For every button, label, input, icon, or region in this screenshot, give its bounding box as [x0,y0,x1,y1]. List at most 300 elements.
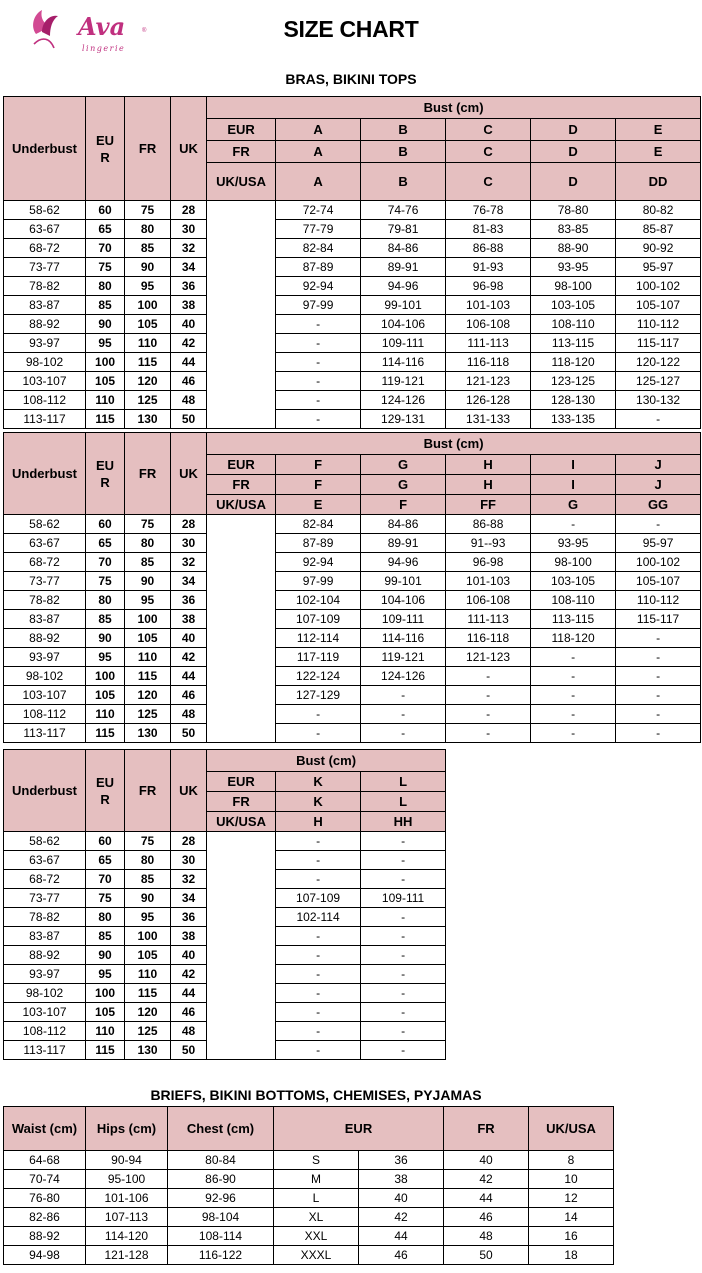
bust-range-cell: - [276,984,361,1003]
fr-band-cell: 80 [125,534,171,553]
bust-range-cell: - [361,984,446,1003]
bra-size-table-1 [3,96,701,429]
fr-band-cell: 100 [125,610,171,629]
hips-cell: 101-106 [86,1189,168,1208]
waist-cell: 64-68 [4,1151,86,1170]
eur-number-cell: 42 [359,1208,444,1227]
fr-band-cell: 115 [125,667,171,686]
table-row [4,591,701,610]
fr-band-cell: 90 [125,572,171,591]
eur-band-cell: 60 [86,832,125,851]
fr-band-cell: 125 [125,1022,171,1041]
uk-band-cell: 42 [171,334,207,353]
fr-band-cell: 105 [125,946,171,965]
underbust-cell: 63-67 [4,220,86,239]
table-row [4,572,701,591]
spacer-column [207,832,276,1060]
bust-range-cell: 103-105 [531,572,616,591]
bust-range-cell: 87-89 [276,534,361,553]
hips-cell: 95-100 [86,1170,168,1189]
uk-band-cell: 28 [171,515,207,534]
bust-range-cell: 121-123 [446,372,531,391]
uk-band-cell: 44 [171,667,207,686]
cup-size-header: GG [616,495,701,515]
bust-range-cell: 109-111 [361,889,446,908]
bust-range-cell: 127-129 [276,686,361,705]
fr-band-cell: 130 [125,410,171,429]
bust-header: Bust (cm) [207,750,446,772]
fr-band-cell: 130 [125,724,171,743]
underbust-cell: 108-112 [4,705,86,724]
chest-cell: 92-96 [168,1189,274,1208]
bust-range-cell: 99-101 [361,296,446,315]
bust-range-cell: 103-105 [531,296,616,315]
logo-subtext: lingerie [82,44,126,53]
cup-system-label: EUR [207,772,276,792]
eur-band-cell: 85 [86,610,125,629]
bust-range-cell: 94-96 [361,277,446,296]
uk-band-cell: 30 [171,534,207,553]
underbust-cell: 83-87 [4,927,86,946]
table-row [4,686,701,705]
bust-range-cell: 102-114 [276,908,361,927]
bust-range-cell: - [361,870,446,889]
cup-system-label: FR [207,475,276,495]
fr-band-cell: 95 [125,908,171,927]
cup-size-header: K [276,792,361,812]
table-row [4,832,446,851]
underbust-cell: 98-102 [4,667,86,686]
bust-range-cell: 112-114 [276,629,361,648]
bust-range-cell: 79-81 [361,220,446,239]
cup-system-label: UK/USA [207,163,276,201]
underbust-cell: 93-97 [4,334,86,353]
underbust-cell: 93-97 [4,648,86,667]
underbust-cell: 83-87 [4,610,86,629]
cup-size-header: G [361,455,446,475]
uk-band-cell: 36 [171,908,207,927]
fr-cell: 40 [444,1151,529,1170]
bust-range-cell: 82-84 [276,515,361,534]
table-row [4,629,701,648]
eur-band-cell: 85 [86,296,125,315]
eur-band-cell: 95 [86,965,125,984]
eur-letter-cell: XXXL [274,1246,359,1265]
uk-band-cell: 46 [171,1003,207,1022]
eur-band-cell: 105 [86,686,125,705]
bra-size-table-3 [3,749,446,1060]
eur-number-cell: 38 [359,1170,444,1189]
eur-header: EU R [86,433,125,515]
fr-band-cell: 120 [125,1003,171,1022]
bust-range-cell: - [616,515,701,534]
uk-band-cell: 32 [171,239,207,258]
table-row [4,1246,614,1265]
bust-range-cell: - [446,724,531,743]
fr-band-cell: 125 [125,391,171,410]
waist-cell: 76-80 [4,1189,86,1208]
uk-band-cell: 36 [171,591,207,610]
cup-size-header: HH [361,812,446,832]
table-row [4,515,701,534]
bust-range-cell: 89-91 [361,258,446,277]
uk-band-cell: 32 [171,553,207,572]
cup-size-header: FF [446,495,531,515]
bust-range-cell: 97-99 [276,296,361,315]
cup-size-header: J [616,455,701,475]
uk-band-cell: 48 [171,391,207,410]
table-row [4,258,701,277]
table-row [4,1170,614,1189]
cup-size-header: H [276,812,361,832]
fr-band-cell: 85 [125,553,171,572]
uk-header: UK [171,750,207,832]
cup-size-header: D [531,163,616,201]
eur-band-cell: 110 [86,1022,125,1041]
bust-range-cell: 83-85 [531,220,616,239]
bust-range-cell: - [446,705,531,724]
table-row [4,353,701,372]
table-row [4,705,701,724]
bust-range-cell: 107-109 [276,610,361,629]
cup-size-header: E [616,119,701,141]
uk-band-cell: 38 [171,927,207,946]
fr-cell: 42 [444,1170,529,1189]
bust-range-cell: - [361,686,446,705]
bust-range-cell: - [276,410,361,429]
bust-range-cell: 133-135 [531,410,616,429]
table-row [4,1227,614,1246]
cup-size-header: L [361,792,446,812]
cup-size-header: I [531,455,616,475]
bust-range-cell: 80-82 [616,201,701,220]
eur-header: EU R [86,750,125,832]
eur-header: EUR [274,1107,444,1151]
bust-range-cell: 119-121 [361,648,446,667]
eur-letter-cell: XL [274,1208,359,1227]
hips-cell: 121-128 [86,1246,168,1265]
uk-band-cell: 30 [171,220,207,239]
eur-band-cell: 90 [86,946,125,965]
waist-header: Waist (cm) [4,1107,86,1151]
bust-range-cell: 86-88 [446,515,531,534]
uk-band-cell: 48 [171,705,207,724]
bust-range-cell: 88-90 [531,239,616,258]
cup-size-header: C [446,141,531,163]
bust-range-cell: - [276,372,361,391]
cup-size-header: F [361,495,446,515]
table-row [4,391,701,410]
underbust-cell: 113-117 [4,1041,86,1060]
bust-range-cell: - [361,832,446,851]
table-row [4,239,701,258]
bust-range-cell: - [616,667,701,686]
fr-band-cell: 110 [125,334,171,353]
underbust-cell: 88-92 [4,629,86,648]
underbust-cell: 93-97 [4,965,86,984]
bust-range-cell: 105-107 [616,572,701,591]
cup-size-header: G [531,495,616,515]
cup-size-header: B [361,141,446,163]
bust-range-cell: 104-106 [361,591,446,610]
bust-range-cell: 117-119 [276,648,361,667]
bust-range-cell: - [361,946,446,965]
fr-band-cell: 105 [125,629,171,648]
bust-range-cell: 111-113 [446,334,531,353]
bust-range-cell: - [276,946,361,965]
cup-size-header: E [276,495,361,515]
fr-header: FR [125,433,171,515]
bust-range-cell: - [361,1041,446,1060]
eur-number-cell: 46 [359,1246,444,1265]
underbust-cell: 103-107 [4,686,86,705]
underbust-cell: 83-87 [4,296,86,315]
eur-band-cell: 80 [86,591,125,610]
hips-header: Hips (cm) [86,1107,168,1151]
bust-range-cell: 77-79 [276,220,361,239]
underbust-cell: 88-92 [4,315,86,334]
uk-band-cell: 34 [171,258,207,277]
bust-range-cell: 114-116 [361,353,446,372]
fr-band-cell: 120 [125,686,171,705]
bust-range-cell: - [276,391,361,410]
underbust-cell: 113-117 [4,724,86,743]
underbust-header: Underbust [4,97,86,201]
cup-size-header: A [276,141,361,163]
bust-range-cell: - [361,1003,446,1022]
bust-range-cell: 82-84 [276,239,361,258]
fr-band-cell: 80 [125,851,171,870]
bust-range-cell: 124-126 [361,391,446,410]
fr-band-cell: 75 [125,515,171,534]
fr-band-cell: 80 [125,220,171,239]
table-row [4,648,701,667]
underbust-cell: 78-82 [4,277,86,296]
underbust-cell: 78-82 [4,908,86,927]
underbust-cell: 103-107 [4,1003,86,1022]
cup-system-label: EUR [207,455,276,475]
eur-band-cell: 90 [86,629,125,648]
bust-range-cell: 123-125 [531,372,616,391]
cup-size-header: K [276,772,361,792]
eur-band-cell: 60 [86,201,125,220]
ukusa-cell: 18 [529,1246,614,1265]
fr-band-cell: 110 [125,648,171,667]
bust-range-cell: 97-99 [276,572,361,591]
chest-cell: 98-104 [168,1208,274,1227]
bust-range-cell: - [276,1003,361,1022]
uk-band-cell: 28 [171,832,207,851]
underbust-cell: 98-102 [4,984,86,1003]
eur-number-cell: 44 [359,1227,444,1246]
eur-band-cell: 85 [86,927,125,946]
bust-range-cell: 91-93 [446,258,531,277]
underbust-cell: 63-67 [4,851,86,870]
underbust-cell: 88-92 [4,946,86,965]
bust-range-cell: 90-92 [616,239,701,258]
eur-band-cell: 75 [86,889,125,908]
spacer-column [207,515,276,743]
bust-range-cell: 131-133 [446,410,531,429]
uk-band-cell: 40 [171,946,207,965]
bust-range-cell: 72-74 [276,201,361,220]
cup-size-header: A [276,163,361,201]
bust-range-cell: 111-113 [446,610,531,629]
chest-cell: 80-84 [168,1151,274,1170]
bust-header: Bust (cm) [207,433,701,455]
eur-band-cell: 115 [86,410,125,429]
eur-band-cell: 105 [86,1003,125,1022]
table-row [4,220,701,239]
cup-size-header: L [361,772,446,792]
cup-system-label: EUR [207,119,276,141]
bust-range-cell: 125-127 [616,372,701,391]
bust-range-cell: 115-117 [616,610,701,629]
uk-band-cell: 28 [171,201,207,220]
ukusa-cell: 10 [529,1170,614,1189]
table-row [4,534,701,553]
uk-band-cell: 38 [171,296,207,315]
bust-range-cell: 113-115 [531,334,616,353]
bust-range-cell: 102-104 [276,591,361,610]
bust-range-cell: 74-76 [361,201,446,220]
eur-band-cell: 90 [86,315,125,334]
fr-band-cell: 95 [125,277,171,296]
cup-size-header: D [531,119,616,141]
bust-range-cell: 99-101 [361,572,446,591]
bust-range-cell: 119-121 [361,372,446,391]
cup-size-header: G [361,475,446,495]
bust-range-cell: 93-95 [531,534,616,553]
fr-band-cell: 125 [125,705,171,724]
bust-range-cell: - [276,851,361,870]
fr-band-cell: 110 [125,965,171,984]
fr-band-cell: 130 [125,1041,171,1060]
bust-range-cell: 110-112 [616,315,701,334]
cup-size-header: H [446,475,531,495]
fr-cell: 46 [444,1208,529,1227]
eur-band-cell: 100 [86,353,125,372]
chest-header: Chest (cm) [168,1107,274,1151]
bust-range-cell: - [616,629,701,648]
bust-range-cell: - [531,705,616,724]
bust-range-cell: - [276,927,361,946]
bust-range-cell: - [276,705,361,724]
bust-range-cell: 95-97 [616,258,701,277]
cup-size-header: E [616,141,701,163]
eur-header: EU R [86,97,125,201]
uk-band-cell: 40 [171,315,207,334]
cup-size-header: H [446,455,531,475]
table-row [4,277,701,296]
chest-cell: 108-114 [168,1227,274,1246]
eur-number-cell: 36 [359,1151,444,1170]
bust-range-cell: - [276,870,361,889]
chest-cell: 116-122 [168,1246,274,1265]
bust-range-cell: 84-86 [361,239,446,258]
eur-number-cell: 40 [359,1189,444,1208]
uk-band-cell: 34 [171,572,207,591]
bust-header: Bust (cm) [207,97,701,119]
bust-range-cell: - [361,965,446,984]
uk-band-cell: 32 [171,870,207,889]
eur-band-cell: 60 [86,515,125,534]
uk-header: UK [171,97,207,201]
uk-band-cell: 40 [171,629,207,648]
bust-range-cell: 81-83 [446,220,531,239]
uk-band-cell: 34 [171,889,207,908]
hips-cell: 90-94 [86,1151,168,1170]
underbust-cell: 73-77 [4,572,86,591]
table-row [4,315,701,334]
eur-band-cell: 105 [86,372,125,391]
table-row [4,553,701,572]
hips-cell: 114-120 [86,1227,168,1246]
fr-band-cell: 75 [125,832,171,851]
bust-range-cell: 92-94 [276,553,361,572]
bust-range-cell: 96-98 [446,277,531,296]
bust-range-cell: - [616,705,701,724]
eur-band-cell: 100 [86,984,125,1003]
underbust-cell: 58-62 [4,832,86,851]
bust-range-cell: 109-111 [361,610,446,629]
underbust-cell: 108-112 [4,1022,86,1041]
cup-system-label: UK/USA [207,812,276,832]
table-row [4,334,701,353]
cup-size-header: B [361,119,446,141]
cup-size-header: A [276,119,361,141]
uk-band-cell: 38 [171,610,207,629]
eur-letter-cell: L [274,1189,359,1208]
fr-cell: 50 [444,1246,529,1265]
bust-range-cell: - [531,667,616,686]
bust-range-cell: 76-78 [446,201,531,220]
bust-range-cell: 95-97 [616,534,701,553]
bust-range-cell: 106-108 [446,315,531,334]
underbust-cell: 98-102 [4,353,86,372]
eur-band-cell: 75 [86,258,125,277]
bust-range-cell: 101-103 [446,572,531,591]
bust-range-cell: 109-111 [361,334,446,353]
bust-range-cell: 122-124 [276,667,361,686]
eur-band-cell: 95 [86,334,125,353]
bust-range-cell: - [276,353,361,372]
fr-header: FR [444,1107,529,1151]
table-row [4,724,701,743]
bust-range-cell: 86-88 [446,239,531,258]
bust-range-cell: - [361,851,446,870]
bust-range-cell: - [361,705,446,724]
bust-range-cell: 114-116 [361,629,446,648]
spacer-column [207,201,276,429]
bust-range-cell: - [616,686,701,705]
ukusa-cell: 14 [529,1208,614,1227]
page-title: SIZE CHART [283,16,419,42]
bust-range-cell: 110-112 [616,591,701,610]
bust-range-cell: - [531,724,616,743]
bust-range-cell: - [361,1022,446,1041]
eur-band-cell: 70 [86,553,125,572]
bust-range-cell: 128-130 [531,391,616,410]
ukusa-cell: 8 [529,1151,614,1170]
bust-range-cell: - [361,724,446,743]
ukusa-cell: 16 [529,1227,614,1246]
fr-band-cell: 90 [125,258,171,277]
bust-range-cell: - [531,648,616,667]
underbust-cell: 108-112 [4,391,86,410]
underbust-cell: 63-67 [4,534,86,553]
underbust-cell: 58-62 [4,201,86,220]
